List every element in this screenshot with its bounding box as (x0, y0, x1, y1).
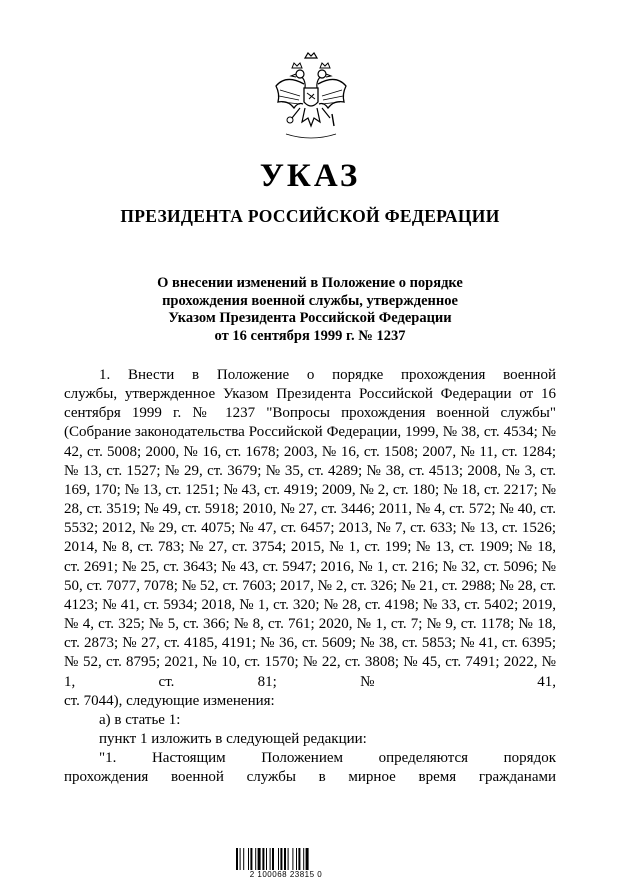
quote-line-1: "1. Настоящим Положением определяются порядок (99, 750, 556, 767)
barcode-digits: 2 100068 23815 0 (226, 870, 346, 879)
paragraph-1-body: службы, утвержденное Указом Президента Российской Федерации от 16 сентября 1999 г. № 1237 "Вопросы прохождения военной службы" (Собрание законодательства Российской Федерации, 1999, № 38, ст. 4534; № 42, ст. 5008; 2000, № 16, ст. 1678; 2003, № 16, ст. 1508; 2007, № 11, ст. 1284; № 13, ст. 1527; № 29, ст. 3679; № 35, ст. 4289; № 38, ст. 4513; 2008, № 3, ст. 169, 170; № 13, ст. 1251; № 43, ст. 4919; 2009, № 2, ст. 180; № 18, ст. 2217; № 28, ст. 3519; № 49, ст. 5918; 2010, № 27, ст. 3446; 2011, № 4, ст. 572; № 40, ст. 5532; 2012, № 29, ст. 4075; № 47, ст. 6457; 2013, № 7, ст. 633; № 13, ст. 1526; 2014, № 8, ст. 783; № 27, ст. 3754; 2015, № 1, ст. 199; № 13, ст. 1909; № 18, ст. 2691; № 25, ст. 3643; № 43, ст. 5947; 2016, № 1, ст. 216; № 32, ст. 5096; № 50, ст. 7077, 7078; № 52, ст. 7603; 2017, № 2, ст. 326; № 21, ст. 2988; № 28, ст. 4123; № 41, ст. 5934; 2018, № 1, ст. 320; № 28, ст. 4198; № 33, ст. 5402; 2019, № 4, ст. 325; № 5, ст. 366; № 8, ст. 761; 2020, № 1, ст. 7; № 9, ст. 1178; № 18, ст. 2873; № 27, ст. 4185, 4191; № 36, ст. 5609; № 38, ст. 5853; № 41, ст. 6395; № 52, ст. 8795; 2021, № 10, ст. 1570; № 22, ст. 3808; № 45, ст. 7491; 2022, № 1, ст. 81; № 41, (64, 386, 556, 690)
document-subtitle: ПРЕЗИДЕНТА РОССИЙСКОЙ ФЕДЕРАЦИИ (120, 206, 500, 226)
subpoint-a: а) в статье 1: (99, 711, 181, 728)
heading-line: О внесении изменений в Положение о порядке (157, 275, 463, 291)
double-headed-eagle-icon (272, 52, 350, 144)
decree-body (64, 366, 556, 787)
heading-line: прохождения военной службы, утвержденное (162, 292, 458, 309)
coat-of-arms-emblem (272, 52, 350, 144)
paragraph-1-last-line: ст. 7044), следующие изменения: (64, 692, 275, 709)
heading-line: от 16 сентября 1999 г. № 1237 (214, 327, 406, 344)
barcode-icon (232, 842, 338, 887)
document-title: УКАЗ (259, 158, 361, 194)
decree-heading (0, 275, 620, 345)
quote-line-2: прохождения военной службы в мирное время гражданами (64, 769, 556, 786)
heading-line: Указом Президента Российской Федерации (168, 310, 452, 326)
subpoint-instruction: пункт 1 изложить в следующей редакции: (99, 730, 367, 747)
paragraph-1-first-line: 1. Внести в Положение о порядке прохождения военной (99, 367, 556, 383)
